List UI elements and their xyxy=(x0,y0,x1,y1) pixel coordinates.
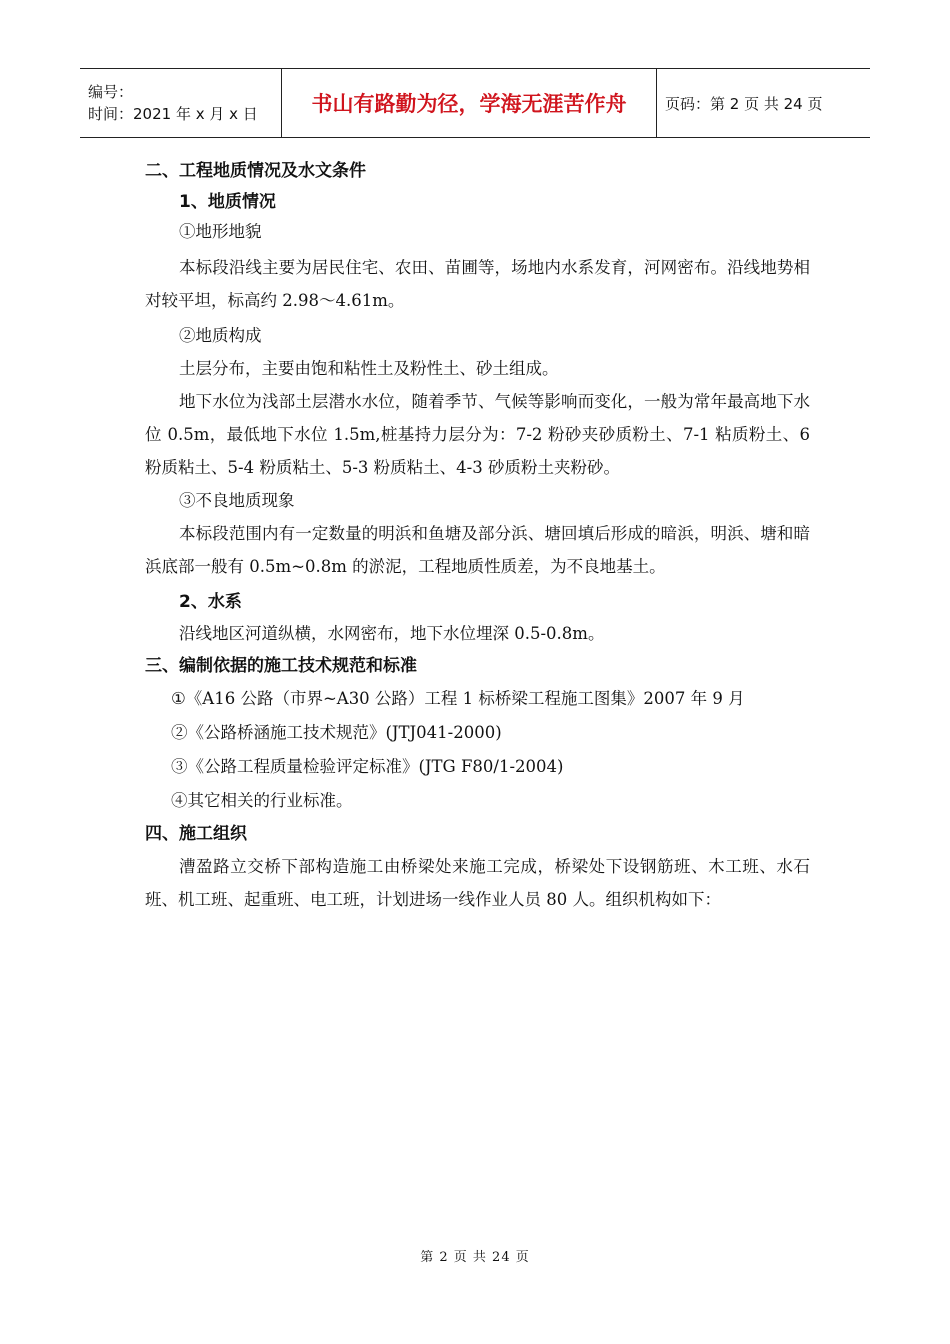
header-motto xyxy=(282,69,657,137)
document-time-label: 时间：2021 年 x 月 x 日 xyxy=(88,105,258,123)
water-paragraph: 沿线地区河道纵横，水网密布，地下水位埋深 0.5-0.8m。 xyxy=(179,624,605,643)
standard-item: ③《公路工程质量检验评定标准》(JTG F80/1-2004) xyxy=(171,757,564,776)
page-footer: 第 2 页 共 24 页 xyxy=(420,1250,530,1265)
section-4-title: 四、施工组织 xyxy=(145,824,247,844)
section-2-title: 二、工程地质情况及水文条件 xyxy=(145,161,366,181)
section-3-title: 三、编制依据的施工技术规范和标准 xyxy=(145,656,417,676)
motto-text: 书山有路勤为径，学海无涯苦作舟 xyxy=(311,92,627,116)
header-meta xyxy=(80,69,282,137)
header-page-info xyxy=(657,69,870,137)
organization-paragraph: 漕盈路立交桥下部构造施工由桥梁处来施工完成，桥梁处下设钢筋班、木工班、水石班、机工班、起重班、电工班，计划进场一线作业人员 80 人。组织机构如下： xyxy=(145,857,810,909)
section-2-2-title: 2、水系 xyxy=(179,592,242,612)
geology-paragraph-1: 土层分布，主要由饱和粘性土及粉性土、砂土组成。 xyxy=(179,359,559,378)
section-2-1-title: 1、地质情况 xyxy=(179,192,276,212)
terrain-paragraph: 本标段沿线主要为居民住宅、农田、苗圃等，场地内水系发育，河网密布。沿线地势相对较平坦，标高约 2.98～4.61m。 xyxy=(145,258,810,310)
bad-geology-paragraph: 本标段范围内有一定数量的明浜和鱼塘及部分浜、塘回填后形成的暗浜，明浜、塘和暗浜底部一般有 0.5m~0.8m 的淤泥，工程地质性质差，为不良地基土。 xyxy=(145,524,810,576)
document-number-label: 编号： xyxy=(88,83,134,101)
page-number-label: 页码：第 2 页 共 24 页 xyxy=(665,94,823,113)
document-body xyxy=(145,155,810,916)
subsection-geology: ②地质构成 xyxy=(179,326,262,345)
standard-item: ②《公路桥涵施工技术规范》(JTJ041-2000) xyxy=(171,723,502,742)
geology-paragraph-2: 地下水位为浅部土层潜水水位，随着季节、气候等影响而变化，一般为常年最高地下水位 0.5m，最低地下水位 1.5m,桩基持力层分为：7-2 粉砂夹砂质粉土、7-1 粘质粉土、6 粉质粘土、5-4 粉质粘土、5-3 粉质粘土、4-3 砂质粉土夹粉砂。 xyxy=(145,392,810,477)
standard-item: ①《A16 公路（市界~A30 公路）工程 1 标桥梁工程施工图集》2007 年 9 月 xyxy=(171,689,745,708)
subsection-terrain: ①地形地貌 xyxy=(179,222,262,241)
standard-item: ④其它相关的行业标准。 xyxy=(171,791,353,810)
document-header xyxy=(80,68,870,138)
subsection-bad-geology: ③不良地质现象 xyxy=(179,491,295,510)
